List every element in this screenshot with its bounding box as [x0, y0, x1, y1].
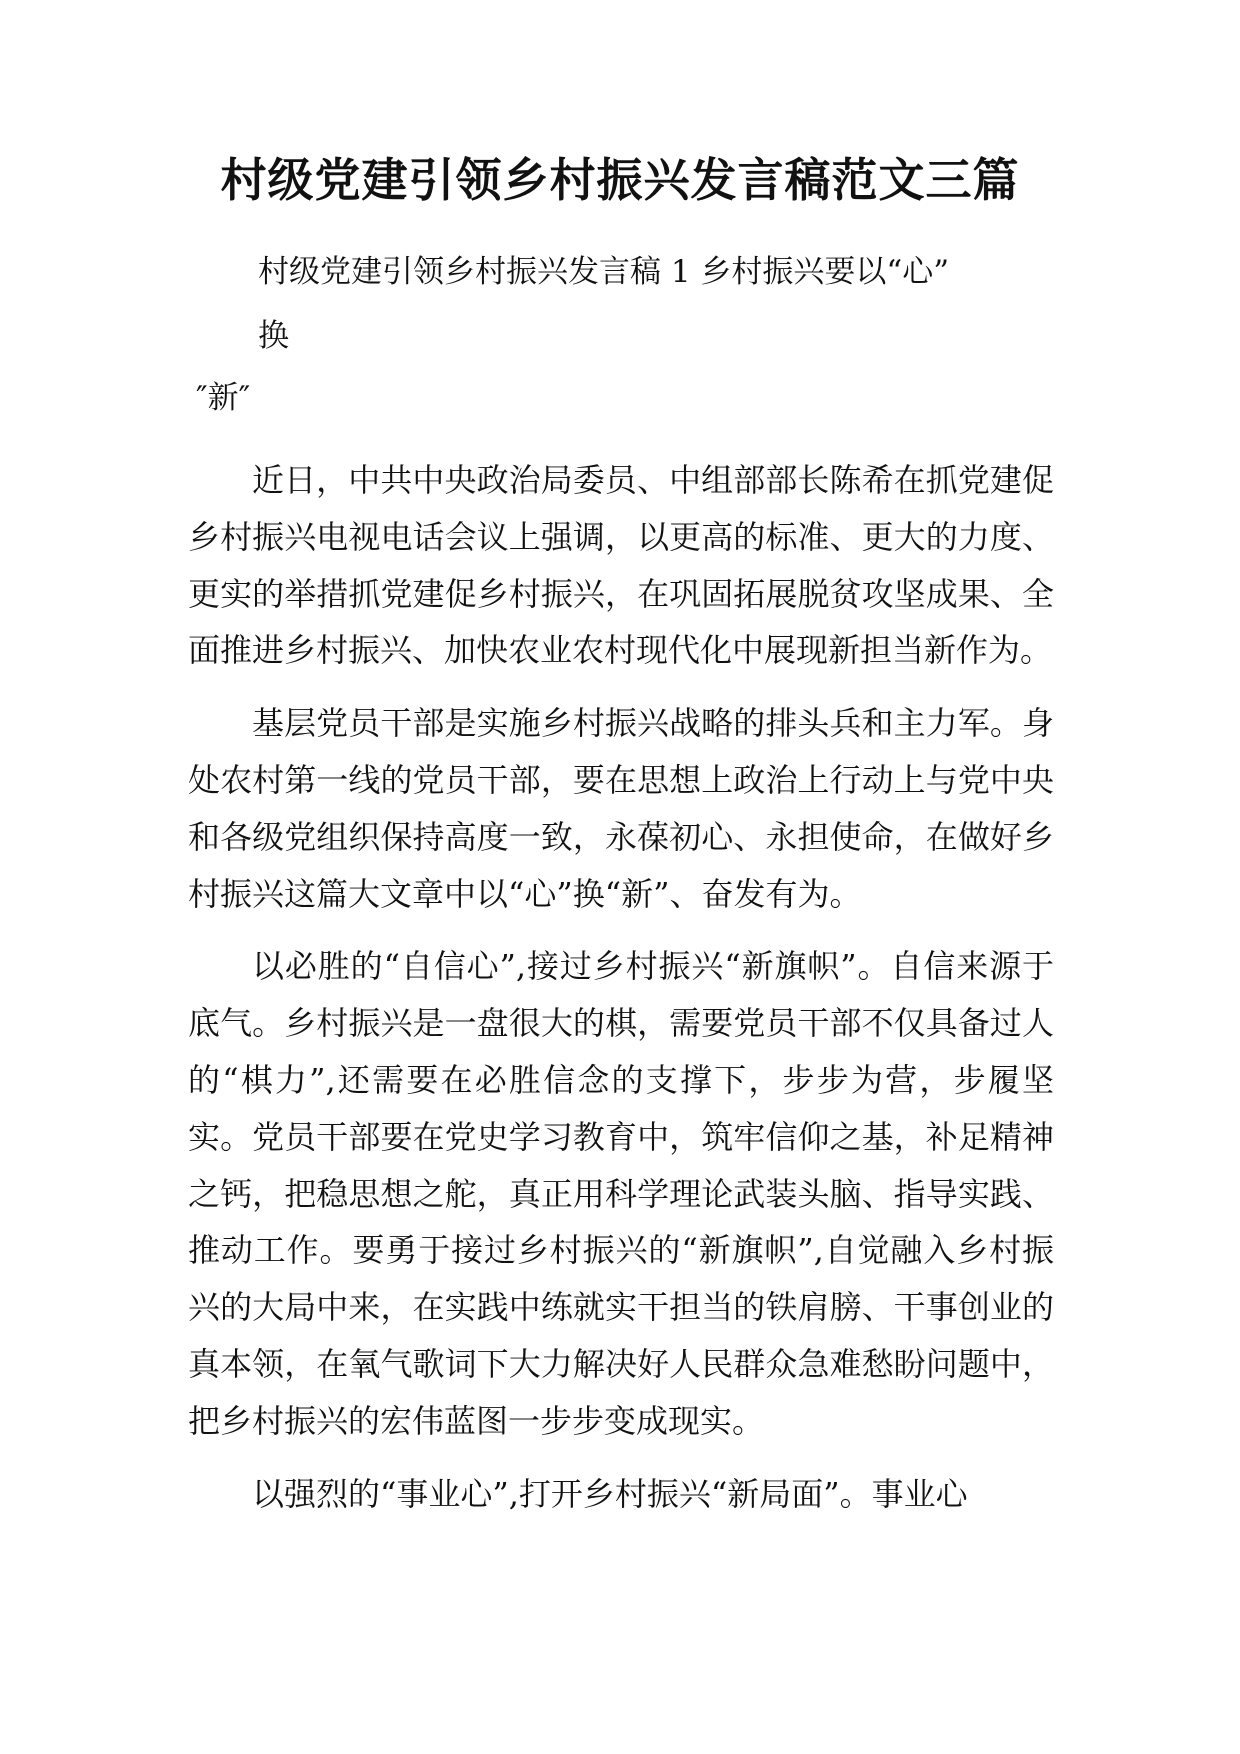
paragraph-4: 以强烈的“事业心”,打开乡村振兴“新局面”。事业心 [252, 1474, 968, 1513]
subtitle-line-3: ″新″ [196, 380, 251, 416]
paragraph-1: 近日，中共中央政治局委员、中组部部长陈希在抓党建促乡村振兴电视电话会议上强调，以更高的标准、更大的力度、更实的举措抓党建促乡村振兴，在巩固拓展脱贫攻坚成果、全面推进乡村振兴、加快农业农村现代化中展现新担当新作为。 [188, 461, 1054, 670]
subtitle-line-2: 换 [258, 318, 289, 354]
document-title: 村级党建引领乡村振兴发言稿范文三篇 [220, 153, 1020, 207]
paragraph-3: 以必胜的“自信心”,接过乡村振兴“新旗帜”。自信来源于底气。乡村振兴是一盘很大的棋，需要党员干部不仅具备过人的“棋力”,还需要在必胜信念的支撑下，步步为营，步履坚实。党员干部要在党史学习教育中，筑牢信仰之基，补足精神之钙，把稳思想之舵，真正用科学理论武装头脑、指导实践、推动工作。要勇于接过乡村振兴的“新旗帜”,自觉融入乡村振兴的大局中来，在实践中练就实干担当的铁肩膀、干事创业的真本领，在氧气歌词下大力解决好人民群众急难愁盼问题中，把乡村振兴的宏伟蓝图一步步变成现实。 [188, 947, 1054, 1440]
document-body [188, 452, 1054, 1538]
paragraph-2: 基层党员干部是实施乡村振兴战略的排头兵和主力军。身处农村第一线的党员干部，要在思想上政治上行动上与党中央和各级党组织保持高度一致，永葆初心、永担使命，在做好乡村振兴这篇大文章中以“心”换“新”、奋发有为。 [188, 704, 1054, 913]
subtitle-line-1: 村级党建引领乡村振兴发言稿 1 乡村振兴要以“心” [258, 254, 950, 290]
